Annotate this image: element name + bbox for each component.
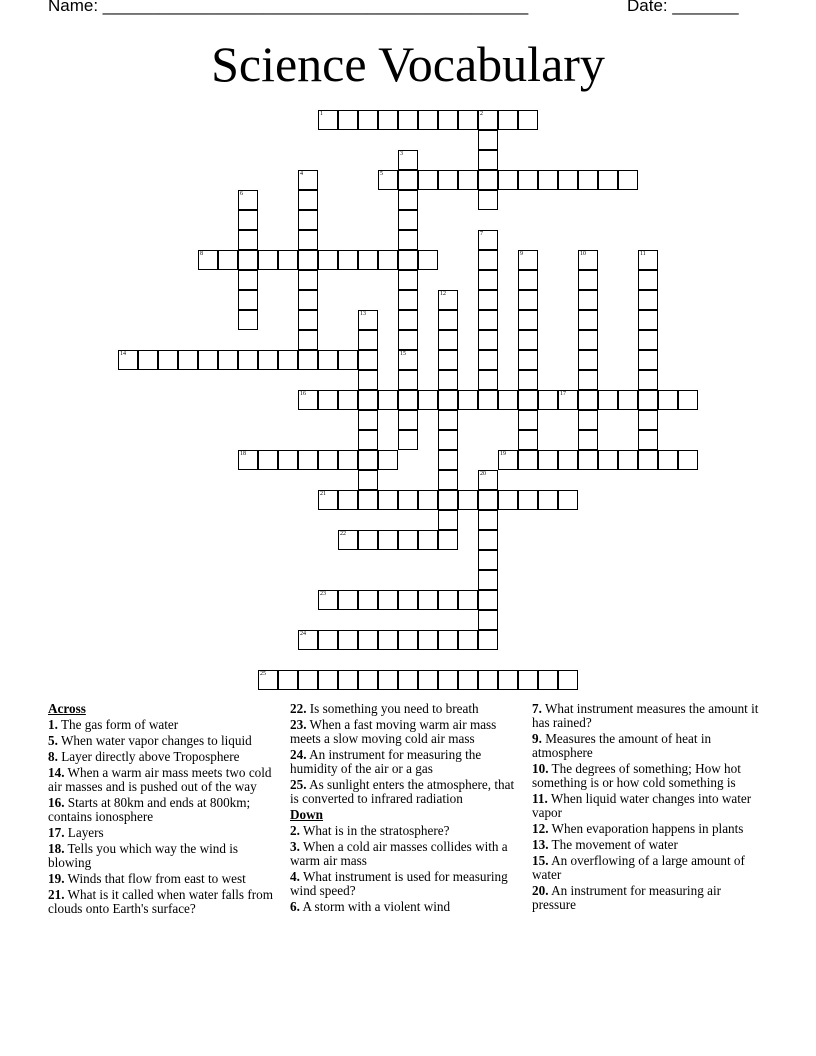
grid-cell[interactable]: [398, 250, 418, 270]
grid-cell[interactable]: [518, 270, 538, 290]
grid-cell[interactable]: [678, 390, 698, 410]
grid-cell[interactable]: [238, 190, 258, 210]
grid-cell[interactable]: [358, 310, 378, 330]
grid-cell[interactable]: [578, 170, 598, 190]
grid-cell[interactable]: [518, 390, 538, 410]
grid-cell[interactable]: [378, 670, 398, 690]
grid-cell[interactable]: [478, 470, 498, 490]
clue-down-13: 13. The movement of water: [532, 837, 678, 852]
grid-cell[interactable]: [358, 250, 378, 270]
grid-cell[interactable]: [578, 450, 598, 470]
grid-cell[interactable]: [458, 670, 478, 690]
clue-number: 12: [440, 291, 446, 297]
clue-across-25: 25. As sunlight enters the atmosphere, that is converted to infrared radiation: [290, 777, 515, 806]
grid-cell[interactable]: [518, 310, 538, 330]
grid-cell[interactable]: [198, 250, 218, 270]
grid-cell[interactable]: [578, 430, 598, 450]
grid-cell[interactable]: [398, 410, 418, 430]
grid-cell[interactable]: [578, 350, 598, 370]
grid-cell[interactable]: [618, 450, 638, 470]
grid-cell[interactable]: [398, 270, 418, 290]
clue-across-23: 23. When a fast moving warm air mass meets a slow moving cold air mass: [290, 717, 497, 746]
grid-cell[interactable]: [478, 490, 498, 510]
grid-cell[interactable]: [398, 210, 418, 230]
grid-cell[interactable]: [258, 670, 278, 690]
grid-cell[interactable]: [558, 490, 578, 510]
grid-cell[interactable]: [438, 510, 458, 530]
grid-cell[interactable]: [398, 110, 418, 130]
clue-down-15: 15. An overflowing of a large amount of water: [532, 853, 745, 882]
grid-cell[interactable]: [678, 450, 698, 470]
clue-down-12: 12. When evaporation happens in plants: [532, 821, 744, 836]
grid-cell[interactable]: [458, 390, 478, 410]
grid-cell[interactable]: [238, 230, 258, 250]
clue-number: 21: [320, 491, 326, 497]
grid-cell[interactable]: [538, 390, 558, 410]
grid-cell[interactable]: [438, 670, 458, 690]
clue-across-1: 1. The gas form of water: [48, 717, 179, 732]
grid-cell[interactable]: [258, 450, 278, 470]
grid-cell[interactable]: [478, 550, 498, 570]
grid-cell[interactable]: [478, 370, 498, 390]
grid-cell[interactable]: [338, 250, 358, 270]
grid-cell[interactable]: [418, 250, 438, 270]
grid-cell[interactable]: [418, 530, 438, 550]
grid-cell[interactable]: [438, 450, 458, 470]
grid-cell[interactable]: [638, 430, 658, 450]
grid-cell[interactable]: [438, 410, 458, 430]
grid-cell[interactable]: [398, 630, 418, 650]
grid-cell[interactable]: [478, 130, 498, 150]
grid-cell[interactable]: [598, 390, 618, 410]
grid-cell[interactable]: [478, 230, 498, 250]
grid-cell[interactable]: [538, 450, 558, 470]
grid-cell[interactable]: [338, 630, 358, 650]
grid-cell[interactable]: [498, 110, 518, 130]
clue-down-10: 10. The degrees of something; How hot something is or how cold something is: [532, 761, 741, 790]
grid-cell[interactable]: [398, 150, 418, 170]
grid-cell[interactable]: [578, 330, 598, 350]
clue-number: 10: [580, 251, 586, 257]
grid-cell[interactable]: [398, 170, 418, 190]
clue-number: 15: [400, 351, 406, 357]
grid-cell[interactable]: [238, 310, 258, 330]
grid-cell[interactable]: [238, 450, 258, 470]
down-heading: Down: [290, 807, 323, 822]
grid-cell[interactable]: [238, 270, 258, 290]
grid-cell[interactable]: [598, 170, 618, 190]
grid-cell[interactable]: [338, 350, 358, 370]
grid-cell[interactable]: [238, 290, 258, 310]
clue-number: 4: [300, 171, 303, 177]
grid-cell[interactable]: [558, 390, 578, 410]
clue-down-7: 7. What instrument measures the amount it has rained?: [532, 701, 759, 730]
grid-cell[interactable]: [458, 590, 478, 610]
grid-cell[interactable]: [358, 350, 378, 370]
grid-cell[interactable]: [478, 670, 498, 690]
grid-cell[interactable]: [418, 390, 438, 410]
grid-cell[interactable]: [518, 430, 538, 450]
grid-cell[interactable]: [318, 110, 338, 130]
grid-cell[interactable]: [338, 530, 358, 550]
grid-cell[interactable]: [398, 350, 418, 370]
grid-cell[interactable]: [638, 330, 658, 350]
clue-down-11: 11. When liquid water changes into water vapor: [532, 791, 752, 820]
page-title: Science Vocabulary: [211, 36, 605, 92]
grid-cell[interactable]: [398, 310, 418, 330]
grid-cell[interactable]: [518, 290, 538, 310]
grid-cell[interactable]: [438, 470, 458, 490]
grid-cell[interactable]: [558, 670, 578, 690]
across-heading: Across: [48, 701, 86, 716]
grid-cell[interactable]: [378, 390, 398, 410]
grid-cell[interactable]: [298, 190, 318, 210]
grid-cell[interactable]: [298, 270, 318, 290]
grid-cell[interactable]: [438, 110, 458, 130]
grid-cell[interactable]: [378, 170, 398, 190]
grid-cell[interactable]: [618, 390, 638, 410]
grid-cell[interactable]: [438, 330, 458, 350]
grid-cell[interactable]: [418, 490, 438, 510]
grid-cell[interactable]: [398, 190, 418, 210]
grid-cell[interactable]: [238, 250, 258, 270]
grid-cell[interactable]: [318, 490, 338, 510]
grid-cell[interactable]: [178, 350, 198, 370]
grid-cell[interactable]: [278, 350, 298, 370]
grid-cell[interactable]: [398, 370, 418, 390]
clue-number: 5: [380, 171, 383, 177]
name-field[interactable]: Name: _____________________________________________: [48, 0, 529, 15]
clue-number: 13: [360, 311, 366, 317]
grid-cell[interactable]: [478, 110, 498, 130]
grid-cell[interactable]: [298, 330, 318, 350]
grid-cell[interactable]: [518, 410, 538, 430]
grid-cell[interactable]: [358, 330, 378, 350]
grid-cell[interactable]: [358, 410, 378, 430]
grid-cell[interactable]: [518, 170, 538, 190]
grid-cell[interactable]: [138, 350, 158, 370]
grid-cell[interactable]: [478, 250, 498, 270]
grid-cell[interactable]: [578, 250, 598, 270]
clue-column-3: [532, 702, 767, 914]
grid-cell[interactable]: [338, 390, 358, 410]
clue-number: 16: [300, 391, 306, 397]
grid-cell[interactable]: [438, 490, 458, 510]
grid-cell[interactable]: [318, 590, 338, 610]
grid-cell[interactable]: [478, 190, 498, 210]
clue-across-17: 17. Layers: [48, 825, 104, 840]
grid-cell[interactable]: [218, 350, 238, 370]
grid-cell[interactable]: [498, 390, 518, 410]
clue-number: 20: [480, 471, 486, 477]
clue-down-20: 20. An instrument for measuring air pressure: [532, 883, 721, 912]
clue-number: 17: [560, 391, 566, 397]
grid-cell[interactable]: [298, 670, 318, 690]
grid-cell[interactable]: [438, 390, 458, 410]
grid-cell[interactable]: [478, 270, 498, 290]
grid-cell[interactable]: [578, 390, 598, 410]
grid-cell[interactable]: [438, 290, 458, 310]
grid-cell[interactable]: [578, 290, 598, 310]
clue-number: 6: [240, 191, 243, 197]
grid-cell[interactable]: [658, 390, 678, 410]
grid-cell[interactable]: [358, 630, 378, 650]
grid-cell[interactable]: [398, 230, 418, 250]
grid-cell[interactable]: [358, 590, 378, 610]
grid-cell[interactable]: [318, 390, 338, 410]
grid-cell[interactable]: [438, 310, 458, 330]
grid-cell[interactable]: [318, 670, 338, 690]
grid-cell[interactable]: [638, 410, 658, 430]
grid-cell[interactable]: [258, 350, 278, 370]
grid-cell[interactable]: [318, 250, 338, 270]
grid-cell[interactable]: [538, 670, 558, 690]
clue-number: 1: [320, 111, 323, 117]
grid-cell[interactable]: [478, 630, 498, 650]
grid-cell[interactable]: [398, 590, 418, 610]
grid-cell[interactable]: [458, 110, 478, 130]
grid-cell[interactable]: [278, 250, 298, 270]
clue-down-3: 3. When a cold air masses collides with a warm air mass: [290, 839, 508, 868]
grid-cell[interactable]: [638, 270, 658, 290]
grid-cell[interactable]: [578, 370, 598, 390]
grid-cell[interactable]: [238, 350, 258, 370]
grid-cell[interactable]: [258, 250, 278, 270]
grid-cell[interactable]: [298, 310, 318, 330]
grid-cell[interactable]: [438, 530, 458, 550]
grid-cell[interactable]: [438, 370, 458, 390]
grid-cell[interactable]: [578, 270, 598, 290]
grid-cell[interactable]: [458, 170, 478, 190]
grid-cell[interactable]: [518, 110, 538, 130]
grid-cell[interactable]: [578, 410, 598, 430]
clue-down-9: 9. Measures the amount of heat in atmosphere: [532, 731, 712, 760]
grid-cell[interactable]: [398, 290, 418, 310]
grid-cell[interactable]: [498, 490, 518, 510]
grid-cell[interactable]: [358, 470, 378, 490]
grid-cell[interactable]: [478, 170, 498, 190]
grid-cell[interactable]: [398, 490, 418, 510]
grid-cell[interactable]: [318, 450, 338, 470]
grid-cell[interactable]: [338, 670, 358, 690]
clue-down-2: 2. What is in the stratosphere?: [290, 823, 450, 838]
grid-cell[interactable]: [218, 250, 238, 270]
grid-cell[interactable]: [398, 430, 418, 450]
grid-cell[interactable]: [478, 590, 498, 610]
clue-across-19: 19. Winds that flow from east to west: [48, 871, 246, 886]
grid-cell[interactable]: [298, 290, 318, 310]
grid-cell[interactable]: [378, 630, 398, 650]
grid-cell[interactable]: [638, 310, 658, 330]
grid-cell[interactable]: [638, 290, 658, 310]
grid-cell[interactable]: [498, 450, 518, 470]
grid-cell[interactable]: [478, 290, 498, 310]
grid-cell[interactable]: [398, 530, 418, 550]
grid-cell[interactable]: [338, 490, 358, 510]
grid-cell[interactable]: [558, 450, 578, 470]
grid-cell[interactable]: [578, 310, 598, 330]
grid-cell[interactable]: [318, 630, 338, 650]
clue-across-22: 22. Is something you need to breath: [290, 701, 479, 716]
grid-cell[interactable]: [518, 490, 538, 510]
grid-cell[interactable]: [418, 590, 438, 610]
grid-cell[interactable]: [298, 390, 318, 410]
clue-across-16: 16. Starts at 80km and ends at 800km; contains ionosphere: [48, 795, 251, 824]
grid-cell[interactable]: [438, 350, 458, 370]
grid-cell[interactable]: [478, 330, 498, 350]
grid-cell[interactable]: [338, 450, 358, 470]
clue-across-24: 24. An instrument for measuring the humidity of the air or a gas: [290, 747, 482, 776]
grid-cell[interactable]: [478, 530, 498, 550]
grid-cell[interactable]: [538, 170, 558, 190]
clue-number: 25: [260, 671, 266, 677]
grid-cell[interactable]: [618, 170, 638, 190]
grid-cell[interactable]: [398, 330, 418, 350]
grid-cell[interactable]: [378, 590, 398, 610]
grid-cell[interactable]: [358, 110, 378, 130]
grid-cell[interactable]: [418, 630, 438, 650]
clue-number: 7: [480, 231, 483, 237]
clue-across-21: 21. What is it called when water falls from clouds onto Earth's surface?: [48, 887, 273, 916]
clue-number: 24: [300, 631, 306, 637]
grid-cell[interactable]: [638, 250, 658, 270]
grid-cell[interactable]: [478, 350, 498, 370]
grid-cell[interactable]: [298, 230, 318, 250]
grid-cell[interactable]: [378, 110, 398, 130]
grid-cell[interactable]: [518, 350, 538, 370]
grid-cell[interactable]: [438, 590, 458, 610]
clue-number: 2: [480, 111, 483, 117]
grid-cell[interactable]: [518, 250, 538, 270]
clue-down-4: 4. What instrument is used for measuring wind speed?: [290, 869, 508, 898]
grid-cell[interactable]: [398, 390, 418, 410]
grid-cell[interactable]: [438, 170, 458, 190]
clue-across-18: 18. Tells you which way the wind is blowing: [48, 841, 239, 870]
clue-number: 22: [340, 531, 346, 537]
grid-cell[interactable]: [358, 670, 378, 690]
clue-across-14: 14. When a warm air mass meets two cold air masses and is pushed out of the way: [48, 765, 272, 794]
clue-column-1: [48, 702, 283, 918]
grid-cell[interactable]: [478, 150, 498, 170]
grid-cell[interactable]: [358, 370, 378, 390]
grid-cell[interactable]: [558, 170, 578, 190]
grid-cell[interactable]: [238, 210, 258, 230]
grid-cell[interactable]: [658, 450, 678, 470]
grid-cell[interactable]: [358, 490, 378, 510]
grid-cell[interactable]: [538, 490, 558, 510]
clue-down-6: 6. A storm with a violent wind: [290, 899, 451, 914]
grid-cell[interactable]: [298, 350, 318, 370]
grid-cell[interactable]: [358, 530, 378, 550]
grid-cell[interactable]: [418, 670, 438, 690]
clue-number: 8: [200, 251, 203, 257]
grid-cell[interactable]: [298, 630, 318, 650]
grid-cell[interactable]: [638, 390, 658, 410]
clue-number: 3: [400, 151, 403, 157]
grid-cell[interactable]: [438, 630, 458, 650]
grid-cell[interactable]: [358, 450, 378, 470]
grid-cell[interactable]: [358, 430, 378, 450]
clue-number: 11: [640, 251, 646, 257]
grid-cell[interactable]: [638, 350, 658, 370]
grid-cell[interactable]: [478, 570, 498, 590]
clue-number: 23: [320, 591, 326, 597]
grid-cell[interactable]: [278, 670, 298, 690]
grid-cell[interactable]: [118, 350, 138, 370]
grid-cell[interactable]: [418, 110, 438, 130]
date-field[interactable]: Date: _______: [627, 0, 739, 15]
clue-number: 19: [500, 451, 506, 457]
grid-cell[interactable]: [378, 450, 398, 470]
grid-cell[interactable]: [378, 490, 398, 510]
grid-cell[interactable]: [358, 390, 378, 410]
grid-cell[interactable]: [298, 210, 318, 230]
grid-cell[interactable]: [298, 170, 318, 190]
grid-cell[interactable]: [458, 490, 478, 510]
clue-number: 14: [120, 351, 126, 357]
grid-cell[interactable]: [518, 330, 538, 350]
grid-cell[interactable]: [518, 450, 538, 470]
clue-across-8: 8. Layer directly above Troposphere: [48, 749, 240, 764]
grid-cell[interactable]: [158, 350, 178, 370]
grid-cell[interactable]: [518, 370, 538, 390]
grid-cell[interactable]: [398, 670, 418, 690]
grid-cell[interactable]: [298, 450, 318, 470]
clue-number: 9: [520, 251, 523, 257]
grid-cell[interactable]: [418, 170, 438, 190]
grid-cell[interactable]: [638, 450, 658, 470]
grid-cell[interactable]: [278, 450, 298, 470]
grid-cell[interactable]: [478, 610, 498, 630]
clue-number: 18: [240, 451, 246, 457]
grid-cell[interactable]: [438, 430, 458, 450]
grid-cell[interactable]: [198, 350, 218, 370]
grid-cell[interactable]: [318, 350, 338, 370]
grid-cell[interactable]: [298, 250, 318, 270]
grid-cell[interactable]: [638, 370, 658, 390]
clue-across-5: 5. When water vapor changes to liquid: [48, 733, 252, 748]
grid-cell[interactable]: [338, 590, 358, 610]
grid-cell[interactable]: [498, 670, 518, 690]
grid-cell[interactable]: [498, 170, 518, 190]
grid-cell[interactable]: [378, 250, 398, 270]
grid-cell[interactable]: [338, 110, 358, 130]
grid-cell[interactable]: [518, 670, 538, 690]
grid-cell[interactable]: [478, 310, 498, 330]
grid-cell[interactable]: [378, 530, 398, 550]
grid-cell[interactable]: [458, 630, 478, 650]
grid-cell[interactable]: [478, 390, 498, 410]
grid-cell[interactable]: [598, 450, 618, 470]
clue-column-2: [290, 702, 520, 916]
grid-cell[interactable]: [478, 510, 498, 530]
